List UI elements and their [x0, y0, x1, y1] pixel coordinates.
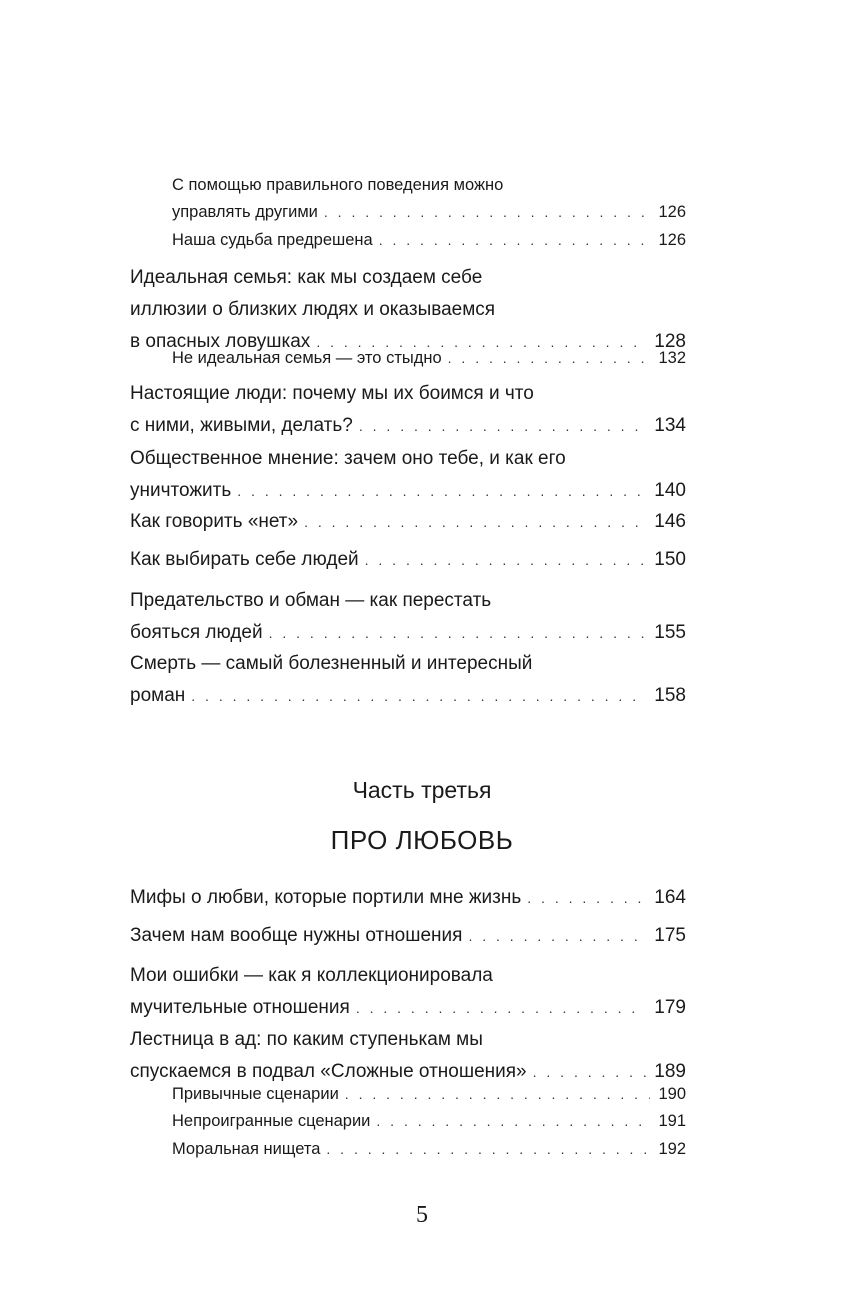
- toc-entry-title-line: Общественное мнение: зачем оно тебе, и как его: [130, 448, 566, 469]
- dot-leader: [468, 920, 646, 952]
- toc-entry-title-line: Лестница в ад: по каким ступенькам мы: [130, 1029, 483, 1050]
- dot-leader: [379, 227, 651, 254]
- toc-page-number: 189: [654, 1061, 686, 1082]
- toc-entry: [130, 1024, 686, 1088]
- toc-entry-title-line: иллюзии о близких людях и оказываемся: [130, 299, 496, 320]
- toc-entry: [130, 378, 686, 442]
- toc-entry-title-line: Идеальная семья: как мы создаем себе: [130, 267, 483, 288]
- dot-leader: [304, 506, 646, 538]
- toc-page-number: 132: [658, 349, 686, 367]
- toc-entry-title-line: Мои ошибки — как я коллекционировала: [130, 965, 493, 986]
- toc-entry: [130, 443, 686, 507]
- toc-entry-title-line: Мифы о любви, которые портили мне жизнь: [130, 887, 522, 908]
- dot-leader: [365, 544, 647, 576]
- toc-entry-title-line: Моральная нищета: [172, 1140, 321, 1158]
- toc-entry: [130, 544, 686, 576]
- toc-page-number: 179: [654, 997, 686, 1018]
- toc-page-number: 126: [658, 203, 686, 221]
- toc-subentry: [172, 227, 686, 254]
- toc-entry-title-line: бояться людей: [130, 622, 263, 643]
- toc-entry-title-line: управлять другими: [172, 203, 318, 221]
- toc-entry-title-line: роман: [130, 685, 186, 706]
- toc-subentry: [172, 172, 686, 226]
- toc-page-number: 158: [654, 685, 686, 706]
- toc-subentry: [172, 345, 686, 372]
- section-title: ПРО ЛЮБОВЬ: [330, 825, 514, 855]
- toc-entry-title-line: Не идеальная семья — это стыдно: [172, 349, 442, 367]
- toc-entry-title-line: Настоящие люди: почему мы их боимся и что: [130, 383, 534, 404]
- toc-entry-title-line: уничтожить: [130, 480, 232, 501]
- toc-entry-title-line: Привычные сценарии: [172, 1085, 339, 1103]
- dot-leader: [359, 410, 646, 442]
- toc-entry: [130, 585, 686, 649]
- toc-page-number: 134: [654, 415, 686, 436]
- toc-entry-title-line: С помощью правильного поведения можно: [172, 176, 504, 194]
- toc-entry: [130, 882, 686, 914]
- toc-subentry: [172, 1108, 686, 1135]
- dot-leader: [448, 345, 651, 372]
- toc-page-number: 150: [654, 549, 686, 570]
- dot-leader: [191, 680, 646, 712]
- dot-leader: [269, 617, 647, 649]
- toc-page-number: 146: [654, 511, 686, 532]
- dot-leader: [326, 1136, 650, 1163]
- toc-entry-title-line: Наша судьба предрешена: [172, 231, 373, 249]
- page-number: 5: [416, 1202, 428, 1228]
- toc-entry: [130, 920, 686, 952]
- toc-entry-title-line: Как выбирать себе людей: [130, 549, 359, 570]
- toc-subentry: [172, 1136, 686, 1163]
- toc-page-number: 192: [658, 1140, 686, 1158]
- toc-entry-title-line: в опасных ловушках: [130, 331, 311, 352]
- dot-leader: [237, 475, 646, 507]
- dot-leader: [356, 992, 646, 1024]
- toc-page-number: 128: [654, 331, 686, 352]
- toc-page-number: 191: [658, 1112, 686, 1130]
- toc-entry-title-line: Предательство и обман — как перестать: [130, 590, 492, 611]
- toc-entry-title-line: с ними, живыми, делать?: [130, 415, 353, 436]
- dot-leader: [376, 1108, 650, 1135]
- toc-entry-title-line: Непроигранные сценарии: [172, 1112, 371, 1130]
- toc-page-number: 140: [654, 480, 686, 501]
- toc-page-number: 175: [654, 925, 686, 946]
- toc-entry-title-line: Смерть — самый болезненный и интересный: [130, 653, 533, 674]
- toc-page-number: 126: [658, 231, 686, 249]
- toc-entry-title-line: спускаемся в подвал «Сложные отношения»: [130, 1061, 527, 1082]
- dot-leader: [527, 882, 646, 914]
- toc-entry-title-line: Как говорить «нет»: [130, 511, 299, 532]
- toc-entry: [130, 960, 686, 1024]
- toc-page-number: 155: [654, 622, 686, 643]
- toc-page-number: 164: [654, 887, 686, 908]
- section-label: Часть третья: [352, 777, 492, 803]
- dot-leader: [345, 1081, 651, 1108]
- toc-page-number: 190: [658, 1085, 686, 1103]
- toc-entry: [130, 648, 686, 712]
- toc-entry: [130, 262, 686, 358]
- dot-leader: [324, 199, 651, 226]
- toc-entry: [130, 506, 686, 538]
- toc-entry-title-line: мучительные отношения: [130, 997, 350, 1018]
- toc-subentry: [172, 1081, 686, 1108]
- toc-entry-title-line: Зачем нам вообще нужны отношения: [130, 925, 463, 946]
